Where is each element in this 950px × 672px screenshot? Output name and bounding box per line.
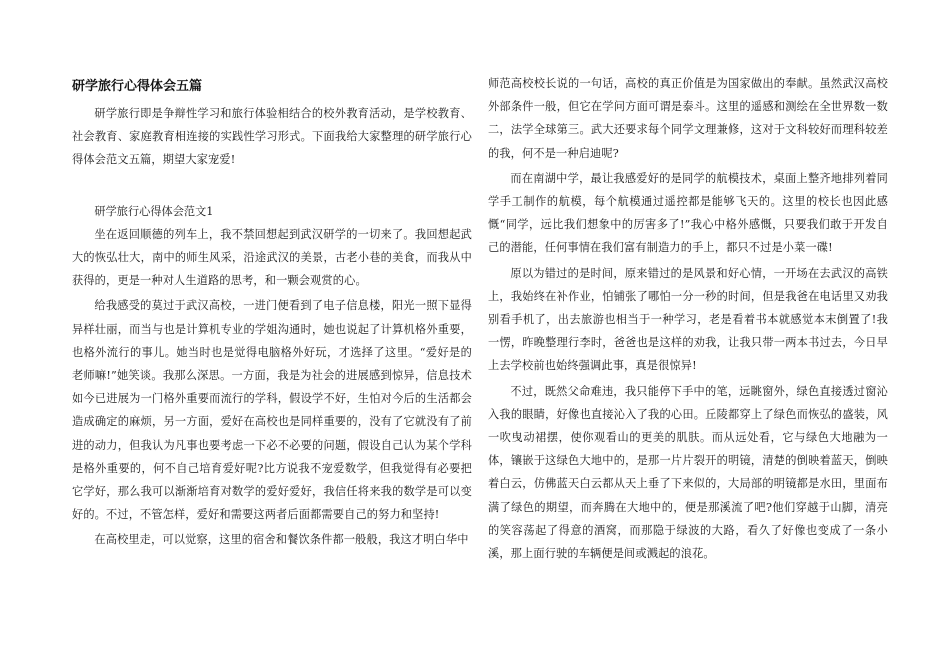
body-paragraph: 在高校里走，可以觉察，这里的宿舍和餐饮条件都一般般，我这才明白华中	[94, 533, 469, 547]
body-paragraph: 师范高校校长说的一句话，高校的真正价值是为国家做出的奉献。虽然武汉高校外部条件一般，但它在学问方面可谓是泰斗。这里的遥感和测绘在全世界数一数二，法学全球第三。武大还要求每个同学文理兼修，这对于文科较好而理科较差的我，何不是一种启迪呢?	[488, 77, 888, 160]
left-column	[72, 78, 472, 552]
body-paragraph: 坐在返回顺德的列车上，我不禁回想起到武汉研学的一切来了。我回想起武大的恢弘壮大，南中的师生风采，沿途武汉的美景，古老小巷的美食，而我从中获得的，更是一种对人生道路的思考，和一颗会观赏的心。	[72, 227, 472, 288]
section-title: 研学旅行心得体会范文1	[94, 204, 214, 218]
body-paragraph: 给我感受的莫过于武汉高校，一进门便看到了电子信息楼，阳光一照下显得异样壮丽，而当与也是计算机专业的学姐沟通时，她也说起了计算机格外重要，也格外流行的事儿。她当时也是觉得电脑格外好玩，才选择了这里。“爱好是的老师嘛!”她笑谈。我那么深思。一方面，我是为社会的进展感到惊异，信息技术如今已进展为一门格外重要而流行的学科，假设学不好，生怕对今后的生活都会造成确定的麻烦，另一方面，爱好在高校也是同样重要的，没有了它就没有了前进的动力，但我认为凡事也要考虑一下必不必要的问题，假设自己认为某个学科是格外重要的，何不自己培育爱好呢?比方说我不宠爱数学，但我觉得有必要把它学好，那么我可以渐渐培育对数学的爱好爱好，我信任将来我的数学是可以变好的。不过，不管怎样，爱好和需要这两者后面都需要自己的努力和坚持!	[72, 299, 472, 522]
body-paragraph: 不过，既然父命难违，我只能停下手中的笔，远眺窗外，绿色直接透过窗沁入我的眼睛，好像也直接沁入了我的心田。丘陵都穿上了绿色而恢弘的盛装，风一吹曳动裙摆，使你观看山的更美的肌肤。而从远处看，它与绿色大地融为一体，镶嵌于这绿色大地中的，是那一片片裂开的明镜，清楚的倒映着蓝天，倒映着白云，仿佛蓝天白云都从天上垂了下来似的，大局部的明镜都是水田，里面布满了绿色的期望，而奔腾在大地中的，便是那溪流了吧?他们穿越于山脚，清亮的笑容荡起了得意的酒窝，而那隐于绿波的大路，看久了好像也变成了一条小溪，那上面行驶的车辆便是间或溅起的浪花。	[488, 384, 888, 561]
right-column	[488, 72, 888, 565]
document-title: 研学旅行心得体会五篇	[72, 79, 203, 94]
intro-paragraph: 研学旅行即是争辩性学习和旅行体验相结合的校外教育活动，是学校教育、社会教育、家庭教育相连接的实践性学习形式。下面我给大家整理的研学旅行心得体会范文五篇，期望大家宠爱!	[72, 107, 472, 167]
body-paragraph: 而在南湖中学，最让我感爱好的是同学的航模技术，桌面上整齐地排列着同学手工制作的航模，每个航模通过遥控都是能够飞天的。这里的校长也因此感慨“同学，远比我们想象中的厉害多了!”我心中格外感慨，只要我们敢于开发自己的潜能，任何事情在我们富有制造力的手上，都只不过是小菜一碟!	[488, 171, 888, 255]
body-paragraph: 原以为错过的是时间，原来错过的是风景和好心情，一开场在去武汉的高铁上，我始终在补作业，怕铺张了哪怕一分一秒的时间，但是我爸在电话里又劝我别看手机了，出去旅游也相当于一种学习，老是看着书本就感觉本末倒置了!我一愣，昨晚整理行李时，爸爸也是这样的劝我，让我只带一两本书过去，今日早上去学校前也始终强调此事，真是很惊异!	[488, 266, 888, 373]
